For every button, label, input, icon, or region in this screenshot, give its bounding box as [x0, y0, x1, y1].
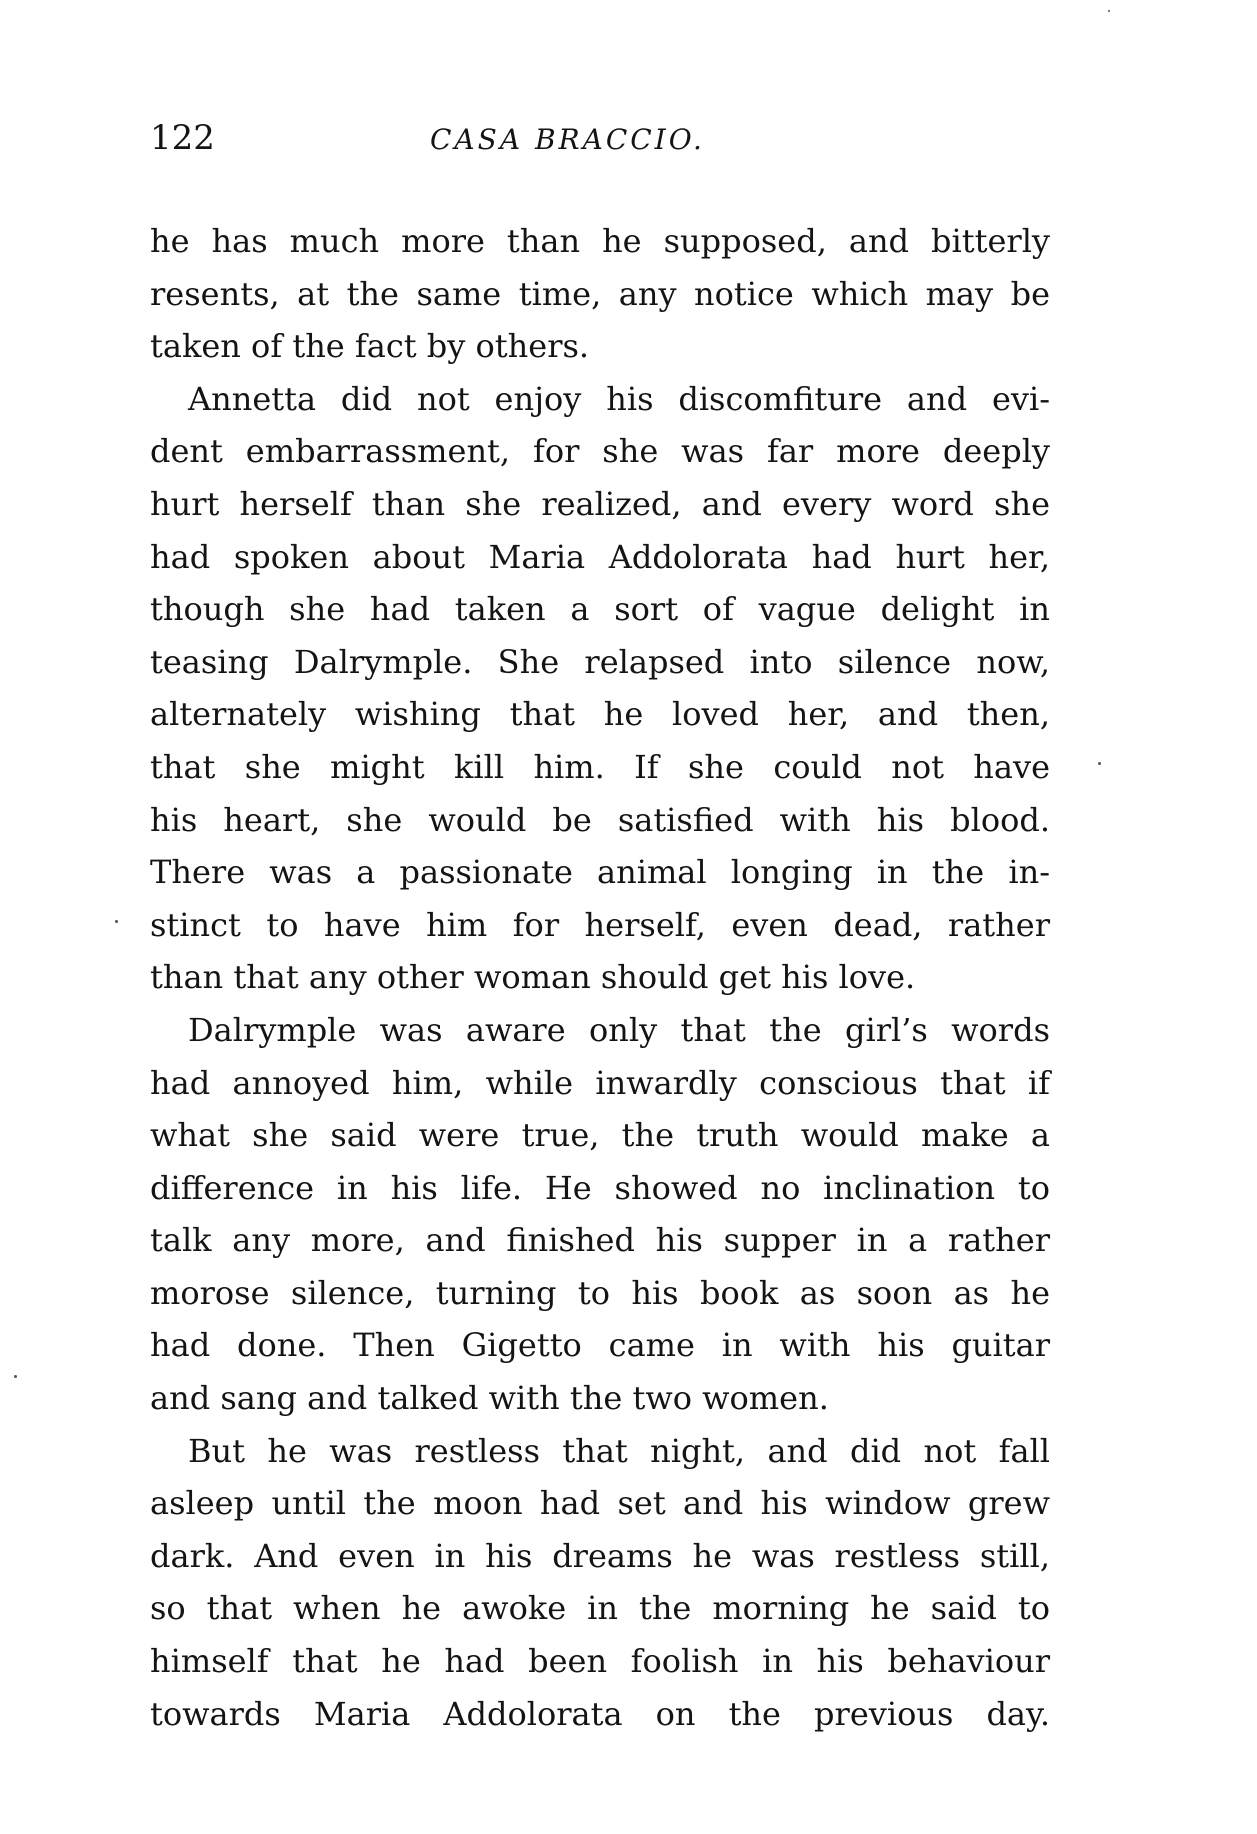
- body-text: [150, 215, 1050, 1740]
- text-line: what she said were true, the truth would make a: [150, 1116, 1050, 1155]
- text-line: hurt herself than she realized, and every word she: [150, 484, 1050, 523]
- text-line: But he was restless that night, and did not fall: [188, 1431, 1050, 1470]
- text-line: towards Maria Addolorata on the previous day.: [150, 1694, 1050, 1733]
- text-line: stinct to have him for herself, even dead, rather: [150, 905, 1050, 944]
- text-line: had spoken about Maria Addolorata had hurt her,: [150, 537, 1050, 576]
- text-line: alternately wishing that he loved her, and then,: [150, 695, 1050, 734]
- text-line: and sang and talked with the two women.: [150, 1379, 829, 1418]
- text-line: dent embarrassment, for she was far more deeply: [150, 432, 1050, 471]
- text-line: asleep until the moon had set and his window grew: [150, 1484, 1050, 1523]
- text-line: Annetta did not enjoy his discomfiture and evi-: [188, 379, 1050, 418]
- text-line: he has much more than he supposed, and bitterly: [150, 222, 1050, 260]
- text-line: resents, at the same time, any notice which may be: [150, 274, 1050, 313]
- paper-speck: [1108, 10, 1110, 12]
- paper-speck: [14, 1375, 17, 1378]
- text-line: that she might kill him. If she could not have: [150, 747, 1050, 786]
- paper-speck: [115, 920, 118, 923]
- text-line: so that when he awoke in the morning he said to: [150, 1589, 1050, 1628]
- page-number: 122: [150, 118, 215, 158]
- text-line: his heart, she would be satisfied with his blood.: [150, 800, 1050, 839]
- text-line: himself that he had been foolish in his behaviour: [150, 1642, 1050, 1681]
- text-line: difference in his life. He showed no inclination to: [150, 1168, 1050, 1207]
- paper-speck: [1098, 762, 1101, 765]
- text-line: teasing Dalrymple. She relapsed into silence now,: [150, 642, 1050, 681]
- text-line: had annoyed him, while inwardly conscious that if: [150, 1063, 1050, 1102]
- text-line: Dalrymple was aware only that the girl’s words: [188, 1010, 1050, 1049]
- running-title: CASA BRACCIO.: [430, 123, 705, 156]
- text-line: taken of the fact by others.: [150, 327, 590, 366]
- text-line: though she had taken a sort of vague delight in: [150, 590, 1050, 629]
- text-line: There was a passionate animal longing in the in-: [150, 853, 1050, 892]
- text-line: than that any other woman should get his love.: [150, 958, 916, 997]
- text-line: dark. And even in his dreams he was restless still,: [150, 1536, 1050, 1575]
- text-line: morose silence, turning to his book as soon as he: [150, 1273, 1050, 1312]
- text-line: talk any more, and finished his supper in a rather: [150, 1221, 1050, 1260]
- page-header: [150, 118, 1050, 168]
- text-line: had done. Then Gigetto came in with his guitar: [150, 1326, 1050, 1365]
